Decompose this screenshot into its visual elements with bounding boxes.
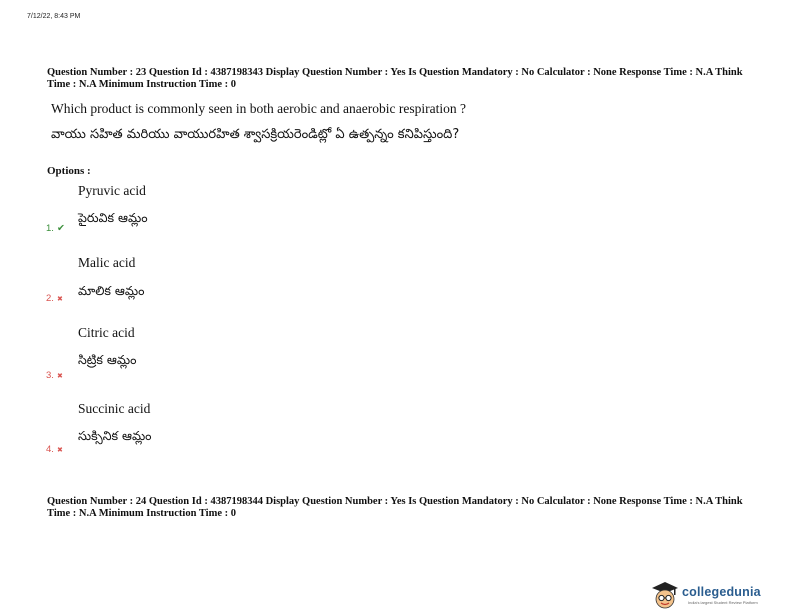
option-3-telugu: సిట్రిక ఆమ్లం: [78, 352, 137, 367]
option-3-number: 3.: [46, 370, 54, 381]
next-question-header: Question Number : 24 Question Id : 4387198344 Display Question Number : Yes Is Question Mandatory : No Calculator : None Response Time : N.A Think Time : N.A Minimum Instruction Time : 0: [47, 496, 743, 519]
options-label: Options :: [47, 165, 91, 177]
question-header: Question Number : 23 Question Id : 4387198343 Display Question Number : Yes Is Question Mandatory : No Calculator : None Response Time : N.A Think Time : N.A Minimum Instruction Time : 0: [47, 67, 743, 90]
option-2-telugu: మాలిక ఆమ్లం: [78, 283, 145, 298]
option-1-english: Pyruvic acid: [78, 183, 146, 198]
check-icon: ✔: [56, 223, 65, 234]
option-2-marker: [46, 293, 63, 304]
cross-icon: ✖: [56, 447, 63, 454]
option-2-number: 2.: [46, 293, 54, 304]
logo-wordmark: collegedunia: [682, 585, 761, 599]
option-2-english: Malic acid: [78, 255, 136, 270]
option-1-telugu: పైరువిక ఆమ్లం: [78, 210, 148, 225]
option-1-marker: [46, 223, 65, 234]
student-mascot-icon: [650, 580, 680, 610]
option-1-number: 1.: [46, 223, 54, 234]
print-timestamp: 7/12/22, 8:43 PM: [27, 13, 81, 20]
logo-tagline: India's largest Student Review Platform: [688, 600, 758, 605]
option-4-english: Succinic acid: [78, 401, 151, 416]
collegedunia-logo: [650, 578, 790, 612]
option-4-number: 4.: [46, 444, 54, 455]
question-text-english: Which product is commonly seen in both aerobic and anaerobic respiration ?: [51, 101, 466, 116]
option-3-english: Citric acid: [78, 325, 135, 340]
option-3-marker: [46, 370, 63, 381]
option-4-telugu: సుక్సినిక ఆమ్లం: [78, 428, 152, 443]
cross-icon: ✖: [56, 373, 63, 380]
question-text-telugu: వాయు సహిత మరియు వాయురహిత శ్వాసక్రియరెండిట్లో ఏ ఉత్పన్నం కనిపిస్తుంది?: [51, 127, 460, 142]
cross-icon: ✖: [56, 296, 63, 303]
option-4-marker: [46, 444, 63, 455]
